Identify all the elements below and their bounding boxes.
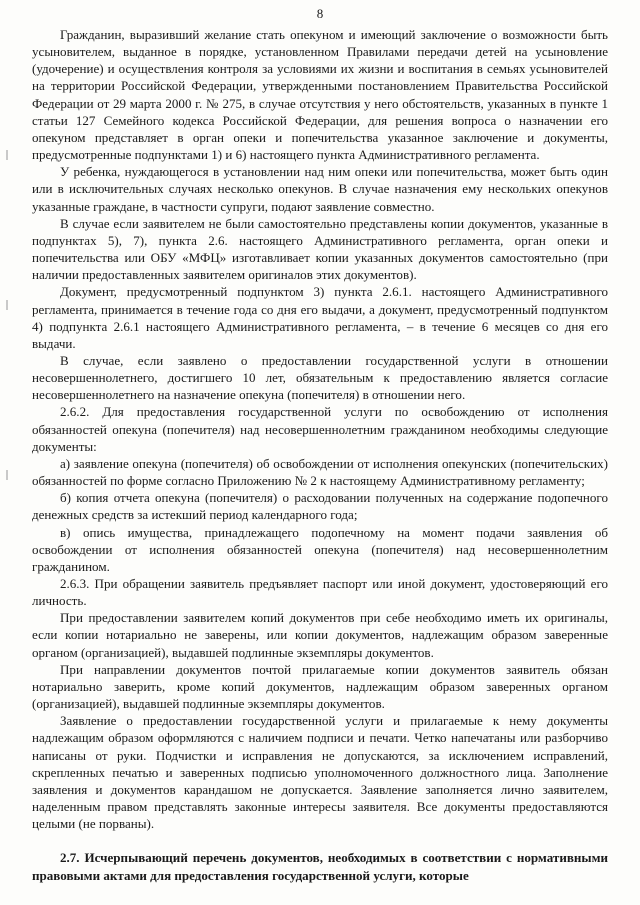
page-number: 8 <box>316 6 324 21</box>
paragraph: В случае, если заявлено о предоставлении государственной услуги в отношении несовершеннолетнего, достигшего 10 лет, обязательным к предоставлению является согласие несовершеннолетнего на назначение опекуна (попечителя) в отношении него. <box>32 352 608 403</box>
paragraph: Гражданин, выразивший желание стать опекуном и имеющий заключение о возможности быть усыновителем, выданное в порядке, установленном Правилами передачи детей на усыновление (удочерение) и осуществления контроля за условиями их жизни и воспитания в семьях усыновителей на территории Российской Федерации, утвержденными постановлением Правительства Российской Федерации от 29 марта 2000 г. № 275, в случае отсутствия у него обстоятельств, указанных в пункте 1 статьи 127 Семейного кодекса Российской Федерации, для решения вопроса о назначении его опекуном представляет в орган опеки и попечительства указанное заключение и документы, предусмотренные подпунктами 1) и 6) настоящего пункта Административного регламента. <box>32 27 608 163</box>
paragraph: В случае если заявителем не были самостоятельно представлены копии документов, указанные в подпунктах 5), 7), пункта 2.6. настоящего Административного регламента, орган опеки и попечительства или ОБУ «МФЦ» изготавливает копии указанных документов самостоятельно (при наличии предоставленных заявителем оригиналов этих документов). <box>32 215 608 283</box>
paragraph: У ребенка, нуждающегося в установлении над ним опеки или попечительства, может быть один или в исключительных случаях несколько опекунов. В случае назначения ему нескольких опекунов указанные граждане, в частности супруги, подают заявление совместно. <box>32 164 608 214</box>
paragraph: Заявление о предоставлении государственной услуги и прилагаемые к нему документы надлежащим образом оформляются с наличием подписи и печати. Четко напечатаны или разборчиво написаны от руки. Подчистки и исправления не допускаются, за исключением исправлений, скрепленных печатью и заверенных подписью уполномоченного должностного лица. Заполнение заявления и документов карандашом не допускается. Заявление заполняется лично заявителем, наделенным правом представлять законные интересы заявителя. Все документы предоставляются целыми (не порваны). <box>32 713 608 832</box>
section-heading: 2.7. Исчерпывающий перечень документов, необходимых в соответствии с нормативными правовыми актами для предоставления государственной услуги, которые <box>32 850 608 883</box>
document-body <box>32 26 608 884</box>
paragraph: При направлении документов почтой прилагаемые копии документов заявитель обязан нотариально заверить, кроме копий документов, надлежащим образом заверенных органом (организацией), выдавшей подлинные экземпляры документов. <box>32 661 608 712</box>
list-item: б) копия отчета опекуна (попечителя) о расходовании полученных на содержание подопечного денежных средств за истекший период календарного года; <box>32 490 608 523</box>
paragraph: 2.6.2. Для предоставления государственной услуги по освобождению от исполнения обязанностей опекуна (попечителя) над несовершеннолетним гражданином необходимы следующие документы: <box>32 404 608 454</box>
paragraph: 2.6.3. При обращении заявитель предъявляет паспорт или иной документ, удостоверяющий его личность. <box>32 576 608 609</box>
list-item: а) заявление опекуна (попечителя) об освобождении от исполнения опекунских (попечительских) обязанностей по форме согласно Приложению № 2 к настоящему Административному регламенту; <box>32 455 608 489</box>
scan-margin-mark <box>6 150 8 160</box>
scan-margin-mark <box>6 300 8 310</box>
list-item: в) опись имущества, принадлежащего подопечному на момент подачи заявления об освобождении от исполнения обязанностей опекуна (попечителя) над несовершеннолетним гражданином. <box>32 524 608 574</box>
scan-margin-mark <box>6 470 8 480</box>
paragraph: При предоставлении заявителем копий документов при себе необходимо иметь их оригиналы, если копии нотариально не заверены, или копии документов, надлежащим образом заверенные органом (организацией), выдавшей подлинные экземпляры документов. <box>32 610 608 660</box>
paragraph: Документ, предусмотренный подпунктом 3) пункта 2.6.1. настоящего Административного регламента, принимается в течение года со дня его выдачи, а документ, предусмотренный подпунктом 4) подпункта 2.6.1 настоящего Административного регламента, – в течение 6 месяцев со дня его выдачи. <box>32 284 608 351</box>
